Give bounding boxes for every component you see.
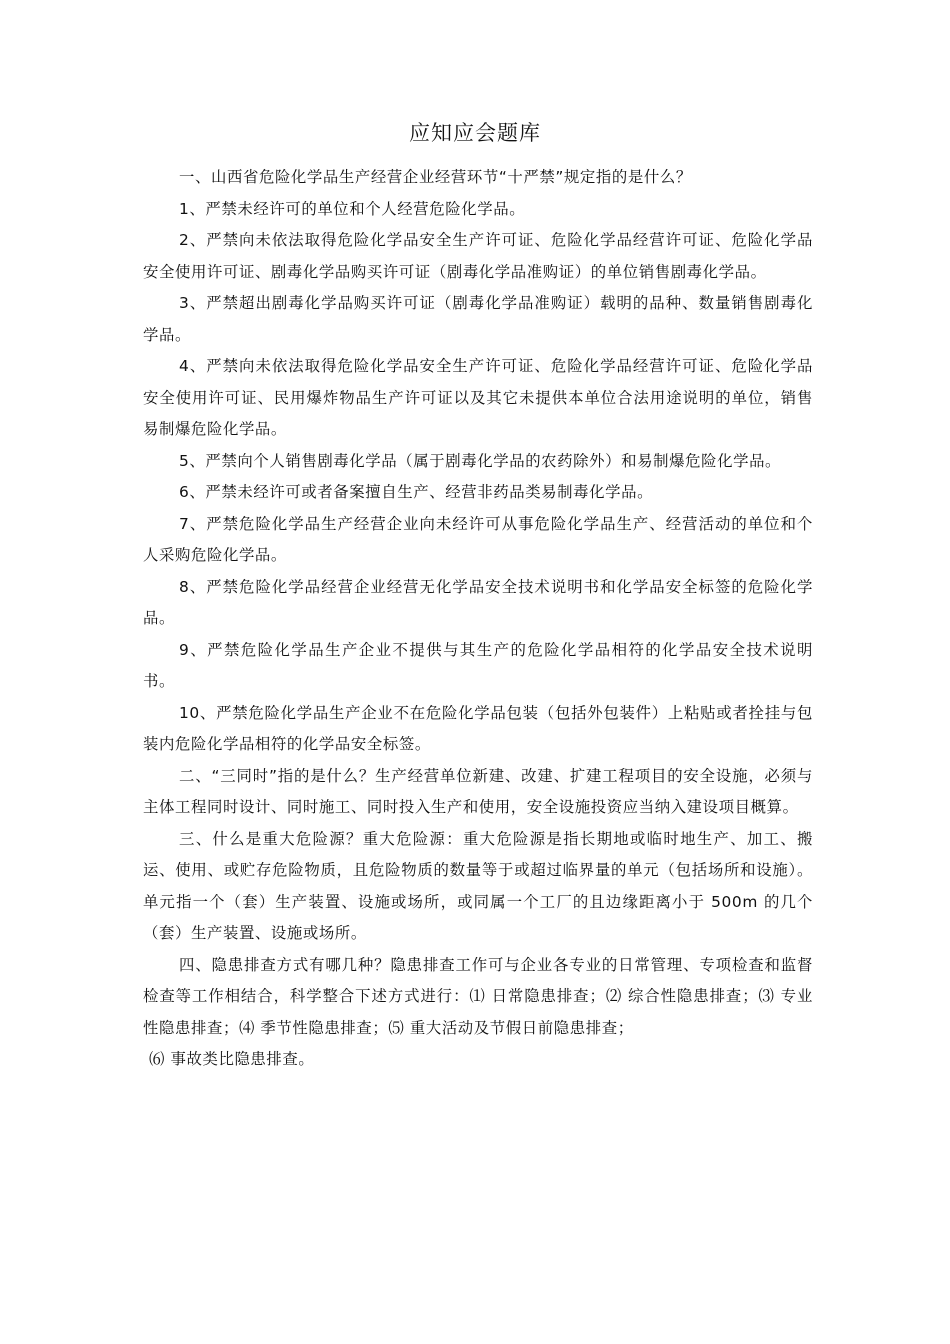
question-3-paragraph: 三、什么是重大危险源？重大危险源：重大危险源是指长期地或临时地生产、加工、搬运、使用、或贮存危险物质，且危险物质的数量等于或超过临界量的单元（包括场所和设施）。单元指一个（套）生产装置、设施或场所，或同属一个工厂的且边缘距离小于 500m 的几个（套）生产装置、设施或场所。 (143, 829, 813, 942)
rule-item: 6、严禁未经许可或者备案擅自生产、经营非药品类易制毒化学品。 (179, 483, 654, 501)
document-title: 应知应会题库 (409, 121, 541, 145)
rule-item: 10、严禁危险化学品生产企业不在危险化学品包装（包括外包装件）上粘贴或者拴挂与包装内危险化学品相符的化学品安全标签。 (143, 703, 813, 753)
rule-item: 5、严禁向个人销售剧毒化学品（属于剧毒化学品的农药除外）和易制爆危险化学品。 (179, 451, 782, 470)
rule-item: 8、严禁危险化学品经营企业经营无化学品安全技术说明书和化学品安全标签的危险化学品。 (143, 577, 813, 627)
question-4-continuation: ⑹ 事故类比隐患排查。 (149, 1050, 315, 1068)
rule-item: 2、严禁向未依法取得危险化学品安全生产许可证、危险化学品经营许可证、危险化学品安全使用许可证、剧毒化学品购买许可证（剧毒化学品准购证）的单位销售剧毒化学品。 (143, 231, 813, 281)
rule-item: 9、严禁危险化学品生产企业不提供与其生产的危险化学品相符的化学品安全技术说明书。 (143, 640, 813, 690)
rule-item: 7、严禁危险化学品生产经营企业向未经许可从事危险化学品生产、经营活动的单位和个人采购危险化学品。 (143, 514, 813, 564)
rule-item: 4、严禁向未依法取得危险化学品安全生产许可证、危险化学品经营许可证、危险化学品安全使用许可证、民用爆炸物品生产许可证以及其它未提供本单位合法用途说明的单位，销售易制爆危险化学品。 (143, 357, 813, 438)
rule-item: 1、严禁未经许可的单位和个人经营危险化学品。 (179, 199, 526, 218)
rule-item: 3、严禁超出剧毒化学品购买许可证（剧毒化学品准购证）载明的品种、数量销售剧毒化学品。 (143, 294, 813, 344)
question-1-heading: 一、山西省危险化学品生产经营企业经营环节“十严禁”规定指的是什么？ (179, 168, 692, 186)
document-body (143, 162, 813, 1076)
question-4-paragraph: 四、隐患排查方式有哪几种？隐患排查工作可与企业各专业的日常管理、专项检查和监督检查等工作相结合，科学整合下述方式进行：⑴ 日常隐患排查；⑵ 综合性隐患排查；⑶ 专业性隐患排查；⑷ 季节性隐患排查；⑸ 重大活动及节假日前隐患排查； (143, 955, 813, 1037)
question-2-paragraph: 二、“三同时”指的是什么？生产经营单位新建、改建、扩建工程项目的安全设施，必须与主体工程同时设计、同时施工、同时投入生产和使用，安全设施投资应当纳入建设项目概算。 (143, 766, 813, 816)
